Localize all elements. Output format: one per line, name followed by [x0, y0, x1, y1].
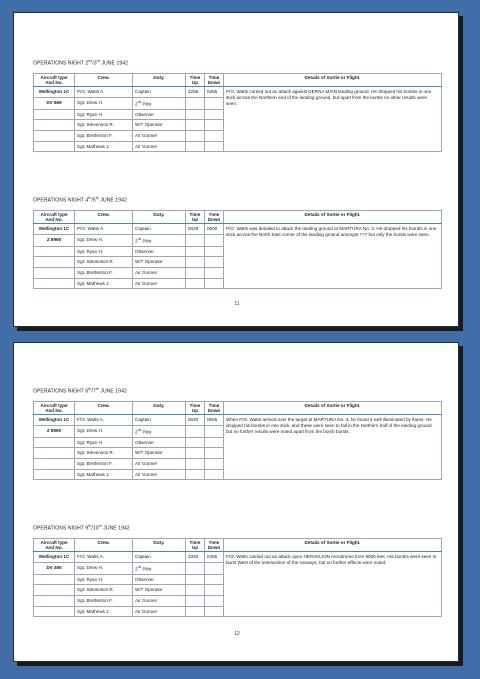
empty-cell	[186, 437, 205, 448]
crew-duty: Air Gunner	[133, 458, 186, 469]
header-time-down: Time Down	[205, 401, 224, 414]
crew-name: P/O. Watts A.	[75, 87, 133, 98]
empty-cell	[186, 246, 205, 257]
empty-cell	[205, 267, 224, 278]
crew-name: F/O. Watts A.	[75, 415, 133, 426]
aircraft-type: Wellington 1C	[34, 552, 75, 563]
crew-duty: 2nd Pilot	[133, 97, 186, 109]
table-header-row	[34, 401, 442, 414]
empty-cell	[205, 585, 224, 596]
empty-cell	[186, 267, 205, 278]
empty-cell	[205, 141, 224, 152]
header-details: Details of Sortie or Flight.	[224, 210, 442, 223]
crew-name: Sgt. Bretherton F.	[75, 267, 133, 278]
empty-cell	[186, 606, 205, 617]
header-duty: Duty.	[133, 538, 186, 551]
sortie-details-text: P/O. Watts carried out an attack against DERNA MAIN landing ground. He dropped his bombs in one stick across the Northern end of the landing ground, but apart from the bursts no other results were seen.	[226, 88, 432, 107]
crew-name: Sgt. Ryan H.	[75, 246, 133, 257]
sortie-table	[33, 73, 442, 153]
crew-name: Sgt. Stevenson R.	[75, 585, 133, 596]
header-time-up: Time Up	[186, 73, 205, 86]
empty-cell	[205, 130, 224, 141]
empty-cell	[205, 257, 224, 268]
crew-duty: Air Gunner	[133, 130, 186, 141]
empty-cell	[205, 97, 224, 109]
header-time-up: Time Up	[186, 210, 205, 223]
crew-duty: Captain	[133, 552, 186, 563]
crew-name: Sgt. Stevenson R.	[75, 448, 133, 459]
document-page-11	[13, 12, 459, 327]
header-time-down: Time Down	[205, 73, 224, 86]
header-aircraft: Aircraft type And No.	[34, 538, 75, 551]
header-details: Details of Sortie or Flight.	[224, 401, 442, 414]
empty-cell	[186, 97, 205, 109]
aircraft-number: Z 8990	[34, 234, 75, 246]
header-crew: Crew.	[75, 73, 133, 86]
crew-name: Sgt. Mathews J.	[75, 469, 133, 480]
empty-cell	[34, 595, 75, 606]
empty-cell	[205, 469, 224, 480]
crew-duty: Air Gunner	[133, 606, 186, 617]
empty-cell	[186, 469, 205, 480]
empty-cell	[186, 574, 205, 585]
crew-name: Sgt. Stevenson R.	[75, 257, 133, 268]
operation-title: OPERATIONS NIGHT 4th/5th JUNE 1942	[33, 196, 127, 204]
empty-cell	[205, 448, 224, 459]
crew-duty: Observer	[133, 109, 186, 120]
empty-cell	[205, 458, 224, 469]
empty-cell	[205, 246, 224, 257]
operation-title: OPERATIONS NIGHT 9th/10th JUNE 1942	[33, 524, 130, 532]
header-duty: Duty.	[133, 73, 186, 86]
crew-name: Sgt. Stevenson R.	[75, 120, 133, 131]
header-time-up: Time Up	[186, 538, 205, 551]
empty-cell	[205, 278, 224, 289]
page-number: 12	[234, 631, 240, 637]
empty-cell	[34, 257, 75, 268]
header-aircraft: Aircraft type And No.	[34, 73, 75, 86]
empty-cell	[34, 130, 75, 141]
empty-cell	[34, 120, 75, 131]
empty-cell	[205, 562, 224, 574]
crew-duty: Air Gunner	[133, 141, 186, 152]
aircraft-type: Wellington 1C	[34, 224, 75, 235]
time-down: 0455	[205, 552, 224, 563]
empty-cell	[186, 448, 205, 459]
empty-cell	[205, 425, 224, 437]
empty-cell	[205, 437, 224, 448]
operation-block	[33, 387, 441, 480]
empty-cell	[34, 246, 75, 257]
empty-cell	[34, 109, 75, 120]
crew-name: Sgt. Ryan H.	[75, 109, 133, 120]
aircraft-number: DV 495	[34, 562, 75, 574]
empty-cell	[186, 130, 205, 141]
empty-cell	[205, 574, 224, 585]
sortie-details-text: When F/O. Watts arrived over the target at MARTURA No. 3, he found it well illuminated by flares. He dropped his bombs in one stick, and these were seen to fall in the Northern half of the landing ground but no further results were noted apart from the bomb bursts.	[226, 416, 432, 435]
document-page-12	[13, 342, 459, 662]
time-up: 2340	[186, 552, 205, 563]
empty-cell	[186, 458, 205, 469]
empty-cell	[205, 109, 224, 120]
aircraft-type: Wellington 1C	[34, 87, 75, 98]
table-header-row	[34, 210, 442, 223]
operation-block	[33, 524, 441, 617]
header-aircraft: Aircraft type And No.	[34, 210, 75, 223]
crew-duty: Observer	[133, 246, 186, 257]
sortie-details-text: P/O. Watts was detailed to attack the landing ground at MARTURA No. 3. He dropped his bombs in one stick across the North East corner of the landing ground amongst ??? but only the bursts were seen.	[226, 225, 437, 237]
crew-duty: W/T Operator	[133, 257, 186, 268]
header-crew: Crew.	[75, 210, 133, 223]
crew-duty: 2nd Pilot	[133, 234, 186, 246]
crew-duty: Captain	[133, 224, 186, 235]
table-row	[34, 552, 442, 563]
empty-cell	[34, 469, 75, 480]
empty-cell	[186, 562, 205, 574]
empty-cell	[34, 278, 75, 289]
aircraft-number: DV 669	[34, 97, 75, 109]
empty-cell	[34, 267, 75, 278]
crew-name: Sgt. Ryan H.	[75, 437, 133, 448]
sortie-details	[224, 552, 442, 617]
crew-duty: Air Gunner	[133, 595, 186, 606]
page-number: 11	[234, 301, 240, 307]
crew-duty: W/T Operator	[133, 448, 186, 459]
crew-name: Sgt. Bretherton F.	[75, 595, 133, 606]
crew-duty: Observer	[133, 437, 186, 448]
crew-name: P/O. Watts A.	[75, 224, 133, 235]
aircraft-number: Z 8990	[34, 425, 75, 437]
header-aircraft: Aircraft type And No.	[34, 401, 75, 414]
empty-cell	[186, 595, 205, 606]
empty-cell	[34, 606, 75, 617]
empty-cell	[205, 120, 224, 131]
sortie-details	[224, 224, 442, 289]
crew-name: Sgt. Mathews J.	[75, 141, 133, 152]
crew-name: Sgt. Drew H.	[75, 425, 133, 437]
empty-cell	[205, 234, 224, 246]
empty-cell	[186, 109, 205, 120]
crew-duty: 2nd Pilot	[133, 425, 186, 437]
crew-name: Sgt. Drew H.	[75, 562, 133, 574]
crew-duty: 2nd Pilot	[133, 562, 186, 574]
crew-name: Sgt. Drew H.	[75, 234, 133, 246]
operation-title: OPERATIONS NIGHT 6th/7th JUNE 1942	[33, 387, 127, 395]
empty-cell	[186, 120, 205, 131]
empty-cell	[205, 595, 224, 606]
header-crew: Crew.	[75, 538, 133, 551]
empty-cell	[34, 458, 75, 469]
crew-duty: Captain	[133, 415, 186, 426]
table-header-row	[34, 538, 442, 551]
header-details: Details of Sortie or Flight.	[224, 538, 442, 551]
time-down: 0555	[205, 415, 224, 426]
header-time-down: Time Down	[205, 538, 224, 551]
crew-name: Sgt. Ryan H.	[75, 574, 133, 585]
empty-cell	[186, 257, 205, 268]
crew-name: Sgt. Drew H.	[75, 97, 133, 109]
empty-cell	[34, 141, 75, 152]
operation-block	[33, 59, 441, 152]
empty-cell	[186, 141, 205, 152]
header-crew: Crew.	[75, 401, 133, 414]
empty-cell	[186, 585, 205, 596]
operation-title: OPERATIONS NIGHT 2nd/3rd JUNE 1942	[33, 59, 128, 67]
time-up: 0040	[186, 415, 205, 426]
table-row	[34, 415, 442, 426]
time-down: 0600	[205, 224, 224, 235]
header-time-down: Time Down	[205, 210, 224, 223]
time-up: 0028	[186, 224, 205, 235]
crew-name: F/O. Watts A.	[75, 552, 133, 563]
table-row	[34, 87, 442, 98]
header-details: Details of Sortie or Flight.	[224, 73, 442, 86]
empty-cell	[34, 585, 75, 596]
crew-duty: Captain	[133, 87, 186, 98]
aircraft-type: Wellington 1C	[34, 415, 75, 426]
crew-duty: W/T Operator	[133, 585, 186, 596]
empty-cell	[205, 606, 224, 617]
crew-name: Sgt. Mathews J.	[75, 278, 133, 289]
empty-cell	[34, 448, 75, 459]
sortie-details-text: F/O. Watts carried out an attack upon HERAKLION Aerodrome from 9000 feet. His bombs were seen to burst West of the intersection of the runways, but no further effects were noted.	[226, 553, 437, 565]
empty-cell	[34, 437, 75, 448]
header-duty: Duty.	[133, 401, 186, 414]
crew-duty: W/T Operator	[133, 120, 186, 131]
empty-cell	[186, 425, 205, 437]
operation-block	[33, 196, 441, 289]
time-down: 0455	[205, 87, 224, 98]
table-header-row	[34, 73, 442, 86]
empty-cell	[186, 278, 205, 289]
crew-duty: Air Gunner	[133, 469, 186, 480]
sortie-table	[33, 401, 442, 481]
empty-cell	[186, 234, 205, 246]
crew-name: Sgt. Bretherton F.	[75, 458, 133, 469]
sortie-table	[33, 538, 442, 618]
sortie-table	[33, 210, 442, 290]
crew-duty: Air Gunner	[133, 278, 186, 289]
crew-name: Sgt. Bretherton F.	[75, 130, 133, 141]
sortie-details	[224, 415, 442, 480]
time-up: 2255	[186, 87, 205, 98]
table-row	[34, 224, 442, 235]
header-time-up: Time Up	[186, 401, 205, 414]
crew-duty: Observer	[133, 574, 186, 585]
empty-cell	[34, 574, 75, 585]
crew-name: Sgt. Mathews J.	[75, 606, 133, 617]
sortie-details	[224, 87, 442, 152]
crew-duty: Air Gunner	[133, 267, 186, 278]
header-duty: Duty.	[133, 210, 186, 223]
